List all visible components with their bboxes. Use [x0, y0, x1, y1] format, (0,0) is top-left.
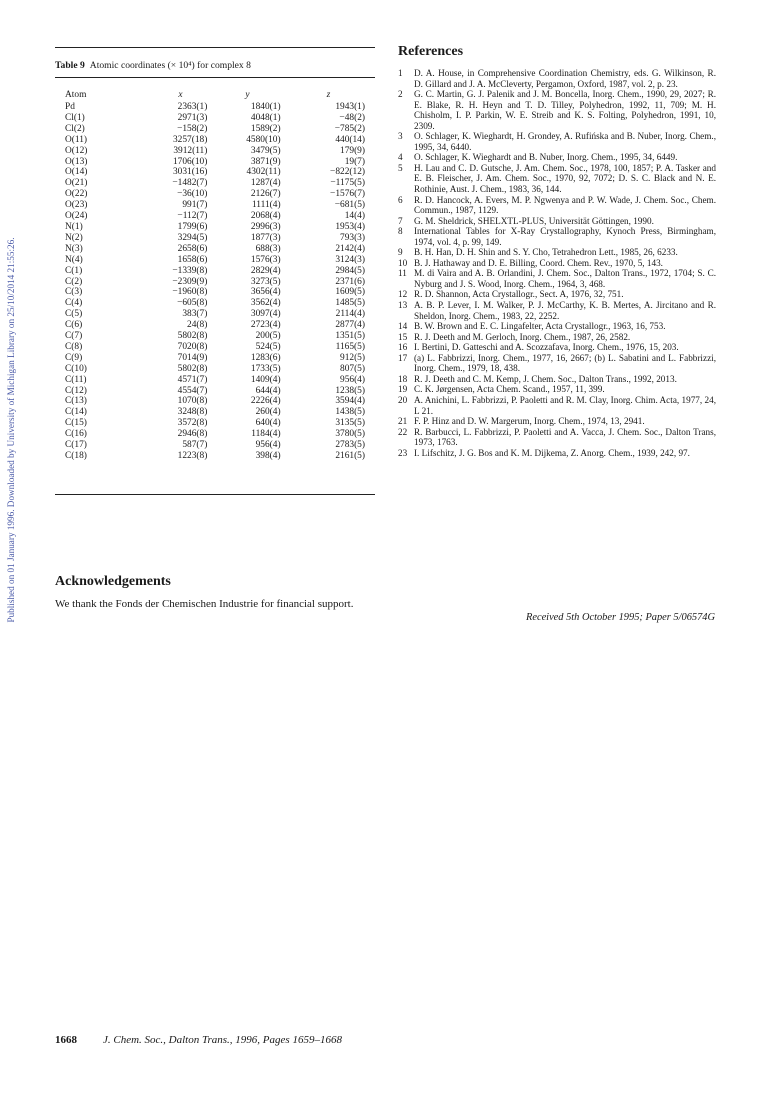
reference-text: O. Schlager, K. Wieghardt, H. Grondey, A. Rufińska and B. Nuber, Inorg. Chem., 1995, 34, 6440.: [414, 131, 716, 152]
reference-number: 16: [398, 342, 408, 353]
header-x: x: [178, 90, 183, 100]
cell-z: −1175(5): [330, 178, 365, 189]
cell-atom: C(2): [65, 276, 83, 287]
cell-y: 4048(1): [250, 112, 281, 123]
cell-x: −158(2): [177, 123, 208, 134]
reference-text: I. Lifschitz, J. G. Bos and K. M. Dijkema, Z. Anorg. Chem., 1939, 242, 97.: [414, 447, 690, 458]
cell-z: −785(2): [334, 123, 365, 134]
cell-z: 793(3): [340, 232, 365, 243]
cell-z: 2114(4): [335, 309, 365, 320]
cell-atom: N(2): [65, 232, 83, 243]
cell-y: 1111(4): [251, 200, 281, 211]
cell-z: 3124(3): [335, 254, 365, 265]
table-row: [65, 386, 365, 397]
reference-number: 18: [398, 373, 408, 384]
cell-x: 7014(9): [177, 352, 208, 363]
reference-item: [398, 416, 716, 427]
table-top-rule: [55, 47, 375, 48]
cell-y: 3273(5): [250, 276, 281, 287]
table-row: [65, 167, 365, 178]
cell-x: 3257(18): [172, 134, 208, 145]
reference-number: 23: [398, 447, 408, 458]
cell-atom: C(4): [65, 298, 83, 309]
references-heading: References: [398, 44, 464, 59]
table-caption: [55, 60, 251, 71]
cell-x: 1706(10): [172, 156, 208, 167]
cell-x: 2658(6): [177, 243, 208, 254]
table-row: [65, 157, 365, 168]
cell-atom: C(10): [65, 363, 87, 374]
table-row: [65, 200, 365, 211]
cell-z: 1943(1): [335, 102, 365, 112]
table-caption-text: Atomic coordinates (× 10⁴) for complex 8: [89, 60, 251, 71]
cell-x: 3248(8): [177, 407, 208, 418]
reference-number: 15: [398, 331, 408, 342]
cell-y: 4302(11): [246, 167, 281, 178]
cell-y: 1576(3): [250, 254, 281, 265]
reference-number: 14: [398, 321, 408, 332]
reference-item: [398, 353, 716, 374]
reference-item: [398, 342, 716, 353]
cell-z: −1576(7): [330, 189, 365, 200]
cell-y: 1409(4): [250, 374, 281, 385]
table-row: [65, 429, 365, 440]
table-row: [65, 113, 365, 124]
reference-text: A. B. P. Lever, I. M. Walker, P. J. McCarthy, K. B. Mertes, A. Jircitano and R. Sheldon, Inorg. Chem., 1983, 22, 2252.: [414, 300, 716, 321]
cell-y: 1283(6): [250, 352, 281, 363]
header-y: y: [245, 90, 250, 100]
reference-text: R. Barbucci, L. Fabbrizzi, P. Paoletti and A. Vacca, J. Chem. Soc., Dalton Trans, 1973, 1763.: [414, 426, 716, 448]
download-watermark: [0, 0, 22, 1107]
cell-x: 5802(8): [177, 331, 208, 342]
cell-z: 807(5): [340, 363, 365, 374]
cell-atom: O(12): [65, 145, 88, 156]
cell-y: 3479(5): [250, 145, 281, 156]
reference-item: [398, 395, 716, 416]
cell-x: −1482(7): [172, 178, 208, 189]
cell-y: 200(5): [255, 331, 281, 342]
reference-number: 21: [398, 416, 408, 427]
reference-number: 2: [398, 89, 403, 100]
download-notice: Published on 01 January 1996. Downloaded by University of Michigan Library on 25/10/2014 21:55:26.: [6, 237, 16, 623]
cell-z: 1165(5): [335, 341, 365, 352]
table-row: [65, 287, 365, 298]
cell-y: 1589(2): [250, 123, 281, 134]
cell-z: 956(4): [340, 374, 365, 385]
table-row: [65, 255, 365, 266]
page-number: 1668: [55, 1034, 77, 1046]
reference-item: [398, 384, 716, 395]
reference-number: 13: [398, 300, 408, 311]
references-list: [398, 68, 716, 458]
reference-text: O. Schlager, K. Wieghardt and B. Nuber, Inorg. Chem., 1995, 34, 6449.: [414, 152, 678, 163]
cell-atom: C(3): [65, 287, 83, 298]
cell-atom: O(22): [65, 189, 88, 200]
reference-text: R. J. Deeth and C. M. Kemp, J. Chem. Soc., Dalton Trans., 1992, 2013.: [414, 373, 677, 384]
reference-text: I. Bertini, D. Gatteschi and A. Scozzafava, Inorg. Chem., 1976, 15, 203.: [414, 342, 679, 353]
table-row: [65, 418, 365, 429]
reference-item: [398, 89, 716, 131]
reference-number: 17: [398, 352, 408, 363]
cell-y: 524(5): [255, 341, 281, 352]
cell-z: 440(14): [335, 134, 365, 145]
cell-z: 912(5): [340, 352, 365, 363]
cell-y: 1287(4): [250, 178, 281, 189]
table-row: [65, 266, 365, 277]
reference-number: 5: [398, 162, 403, 173]
reference-text: D. A. House, in Comprehensive Coordination Chemistry, eds. G. Wilkinson, R. D. Gillard and J. A. McCleverty, Pergamon, Oxford, 1987, vol. 2, p. 23.: [414, 68, 716, 89]
reference-text: H. Lau and C. D. Gutsche, J. Am. Chem. Soc., 1978, 100, 1857; P. A. Tasker and E. B. Fleischer, J. Am. Chem. Soc., 1970, 92, 7072; D. S. C. Black and N. E. Rothinie, Aust. J. Chem., 1983, 36, 144.: [414, 162, 716, 195]
cell-y: 688(3): [255, 243, 281, 254]
cell-atom: O(14): [65, 167, 88, 178]
reference-item: [398, 289, 716, 300]
reference-item: [398, 131, 716, 152]
cell-z: 1953(4): [335, 221, 365, 232]
table-label: Table 9: [55, 60, 85, 71]
reference-text: B. W. Brown and E. C. Lingafelter, Acta Crystallogr., 1963, 16, 753.: [414, 321, 666, 332]
table-row: [65, 277, 365, 288]
reference-item: [398, 268, 716, 289]
table-row: [65, 396, 365, 407]
reference-number: 12: [398, 289, 408, 300]
cell-atom: N(3): [65, 243, 83, 254]
table-row: [65, 189, 365, 200]
cell-x: −605(8): [177, 298, 208, 309]
cell-z: 2161(5): [335, 451, 365, 461]
cell-atom: C(14): [65, 407, 87, 418]
reference-number: 9: [398, 247, 403, 258]
reference-text: B. J. Hathaway and D. E. Billing, Coord. Chem. Rev., 1970, 5, 143.: [414, 257, 663, 268]
cell-x: −36(10): [177, 189, 208, 200]
cell-y: 1733(5): [250, 363, 281, 374]
cell-x: 383(7): [182, 309, 208, 320]
table-row: [65, 342, 365, 353]
cell-x: 1799(6): [177, 221, 208, 232]
table-row: [65, 407, 365, 418]
cell-x: −1339(8): [172, 265, 208, 276]
cell-x: 991(7): [182, 200, 208, 211]
cell-x: 1070(8): [177, 396, 208, 407]
cell-atom: C(16): [65, 429, 87, 440]
cell-y: 2829(4): [250, 265, 281, 276]
reference-text: International Tables for X-Ray Crystallography, Kynoch Press, Birmingham, 1974, vol. 4, p. 99, 149.: [414, 226, 716, 247]
cell-y: 640(4): [255, 418, 281, 429]
cell-atom: C(9): [65, 352, 83, 363]
cell-x: 587(7): [182, 440, 208, 451]
reference-item: [398, 258, 716, 269]
acknowledgements-text: We thank the Fonds der Chemischen Industrie for financial support.: [55, 598, 354, 610]
cell-x: 2363(1): [177, 102, 208, 112]
table-header-row: [65, 88, 365, 102]
acknowledgements-heading: Acknowledgements: [55, 574, 171, 589]
table-row: [65, 178, 365, 189]
reference-number: 19: [398, 384, 408, 395]
cell-y: 956(4): [255, 440, 281, 451]
table-body: [65, 102, 365, 462]
table-row: [65, 124, 365, 135]
cell-x: 3912(11): [173, 145, 208, 156]
reference-text: M. di Vaira and A. B. Orlandini, J. Chem. Soc., Dalton Trans., 1972, 1704; S. C. Nyburg and J. S. Wood, Inorg. Chem., 1964, 3, 468.: [414, 268, 716, 289]
cell-atom: C(11): [65, 374, 87, 385]
cell-y: 2126(7): [250, 189, 281, 200]
reference-item: [398, 300, 716, 321]
reference-item: [398, 163, 716, 195]
reference-item: [398, 68, 716, 89]
header-z: z: [326, 90, 331, 100]
reference-text: A. Anichini, L. Fabbrizzi, P. Paoletti and R. M. Clay, Inorg. Chim. Acta, 1977, 24, L 21.: [414, 394, 716, 416]
cell-x: 3572(8): [177, 418, 208, 429]
reference-item: [398, 332, 716, 343]
cell-z: −681(5): [334, 200, 365, 211]
cell-y: 2723(4): [250, 320, 281, 331]
table-row: [65, 222, 365, 233]
atomic-coordinates-table: [65, 88, 365, 462]
cell-atom: C(5): [65, 309, 83, 320]
header-atom: Atom: [65, 90, 87, 100]
reference-text: R. D. Hancock, A. Evers, M. P. Ngwenya and P. W. Wade, J. Chem. Soc., Chem. Commun., 1987, 1129.: [414, 194, 716, 216]
reference-number: 22: [398, 426, 408, 437]
cell-z: 1351(5): [335, 331, 365, 342]
reference-text: F. P. Hinz and D. W. Margerum, Inorg. Chem., 1974, 13, 2941.: [414, 416, 645, 427]
cell-z: 2984(5): [335, 265, 365, 276]
cell-atom: N(4): [65, 254, 83, 265]
table-row: [65, 451, 365, 462]
cell-y: 644(4): [255, 385, 281, 396]
cell-y: 1184(4): [251, 429, 281, 440]
table-row: [65, 146, 365, 157]
table-header-rule: [55, 77, 375, 78]
table-row: [65, 233, 365, 244]
cell-atom: C(8): [65, 341, 83, 352]
cell-atom: Cl(1): [65, 112, 85, 123]
cell-atom: Cl(2): [65, 123, 85, 134]
cell-atom: O(21): [65, 178, 88, 189]
reference-number: 7: [398, 215, 403, 226]
cell-x: 3031(16): [172, 167, 208, 178]
cell-x: 7020(8): [177, 341, 208, 352]
reference-item: [398, 374, 716, 385]
cell-y: 2226(4): [250, 396, 281, 407]
reference-number: 3: [398, 131, 403, 142]
reference-item: [398, 195, 716, 216]
reference-text: R. D. Shannon, Acta Crystallogr., Sect. A, 1976, 32, 751.: [414, 289, 624, 300]
reference-number: 10: [398, 257, 408, 268]
cell-atom: C(12): [65, 385, 87, 396]
reference-text: B. H. Han, D. H. Shin and S. Y. Cho, Tetrahedron Lett., 1985, 26, 6233.: [414, 247, 678, 258]
cell-atom: C(7): [65, 331, 83, 342]
cell-z: 3135(5): [335, 418, 365, 429]
table-row: [65, 309, 365, 320]
table-row: [65, 375, 365, 386]
reference-item: [398, 216, 716, 227]
cell-y: 1877(3): [250, 232, 281, 243]
cell-atom: C(15): [65, 418, 87, 429]
reference-number: 11: [398, 268, 407, 279]
cell-atom: O(23): [65, 200, 88, 211]
cell-atom: O(13): [65, 156, 88, 167]
reference-item: [398, 152, 716, 163]
cell-z: −822(12): [330, 167, 365, 178]
cell-y: 4580(10): [246, 134, 281, 145]
cell-y: 3562(4): [250, 298, 281, 309]
cell-x: 24(8): [187, 320, 208, 331]
table-bottom-rule: [55, 494, 375, 495]
cell-x: 1658(6): [177, 254, 208, 265]
cell-atom: C(6): [65, 320, 83, 331]
cell-z: 3594(4): [335, 396, 365, 407]
cell-z: −48(2): [339, 112, 365, 123]
reference-text: G. M. Sheldrick, SHELXTL-PLUS, Universität Göttingen, 1990.: [414, 215, 654, 226]
cell-x: 2971(3): [177, 112, 208, 123]
reference-number: 1: [398, 68, 403, 78]
table-row: [65, 353, 365, 364]
cell-x: 2946(8): [177, 429, 208, 440]
cell-x: 4571(7): [177, 374, 208, 385]
reference-text: (a) L. Fabbrizzi, Inorg. Chem., 1977, 16, 2667; (b) L. Sabatini and L. Fabbrizzi, Inorg. Chem., 1979, 18, 438.: [414, 352, 716, 374]
reference-number: 6: [398, 194, 403, 205]
cell-y: 3656(4): [250, 287, 281, 298]
table-row: [65, 211, 365, 222]
cell-atom: N(1): [65, 221, 83, 232]
cell-y: 3871(9): [250, 156, 281, 167]
cell-atom: Pd: [65, 102, 75, 112]
cell-atom: C(1): [65, 265, 83, 276]
cell-atom: C(13): [65, 396, 87, 407]
table-row: [65, 440, 365, 451]
received-date: Received 5th October 1995; Paper 5/06574G: [526, 612, 715, 623]
cell-y: 1840(1): [250, 102, 281, 112]
table-row: [65, 102, 365, 113]
table-row: [65, 298, 365, 309]
cell-z: 2371(6): [335, 276, 365, 287]
reference-text: C. K. Jørgensen, Acta Chem. Scand., 1957, 11, 399.: [414, 384, 605, 395]
cell-atom: C(18): [65, 451, 87, 461]
cell-y: 398(4): [255, 451, 281, 461]
cell-y: 260(4): [255, 407, 281, 418]
cell-atom: C(17): [65, 440, 87, 451]
reference-item: [398, 427, 716, 448]
cell-z: 14(4): [344, 211, 365, 222]
reference-text: G. C. Martin, G. J. Palenik and J. M. Boncella, Inorg. Chem., 1990, 29, 2027; R. E. Blake, R. H. Heyn and T. D. Tilley, Polyhedron, 1992, 11, 709; M. H. Chisholm, I. P. Parkin, W. E. Streib and K. S. Folting, Polyhedron, 1991, 10, 2309.: [414, 89, 716, 131]
table-row: [65, 320, 365, 331]
table-row: [65, 244, 365, 255]
cell-atom: O(11): [65, 134, 88, 145]
cell-x: 3294(5): [177, 232, 208, 243]
reference-number: 4: [398, 152, 403, 163]
reference-number: 20: [398, 394, 408, 405]
journal-citation: J. Chem. Soc., Dalton Trans., 1996, Pages 1659–1668: [103, 1034, 342, 1046]
table-row: [65, 364, 365, 375]
table-row: [65, 135, 365, 146]
reference-item: [398, 321, 716, 332]
cell-y: 2068(4): [250, 211, 281, 222]
cell-x: 4554(7): [177, 385, 208, 396]
cell-z: 179(9): [340, 145, 365, 156]
cell-z: 3780(5): [335, 429, 365, 440]
cell-z: 1485(5): [335, 298, 365, 309]
cell-z: 1438(5): [335, 407, 365, 418]
cell-y: 2996(3): [250, 221, 281, 232]
cell-z: 1238(5): [335, 385, 365, 396]
reference-item: [398, 247, 716, 258]
cell-x: −2309(9): [172, 276, 208, 287]
cell-x: 1223(8): [177, 451, 208, 461]
cell-z: 2877(4): [335, 320, 365, 331]
cell-z: 1609(5): [335, 287, 365, 298]
reference-number: 8: [398, 226, 403, 237]
cell-atom: O(24): [65, 211, 88, 222]
reference-item: [398, 448, 716, 459]
cell-z: 2783(5): [335, 440, 365, 451]
cell-z: 19(7): [344, 156, 365, 167]
reference-item: [398, 226, 716, 247]
cell-z: 2142(4): [335, 243, 365, 254]
cell-y: 3097(4): [250, 309, 281, 320]
reference-text: R. J. Deeth and M. Gerloch, Inorg. Chem., 1987, 26, 2582.: [414, 331, 631, 342]
table-row: [65, 331, 365, 342]
cell-x: −1960(8): [172, 287, 208, 298]
cell-x: 5802(8): [177, 363, 208, 374]
cell-x: −112(7): [177, 211, 208, 222]
